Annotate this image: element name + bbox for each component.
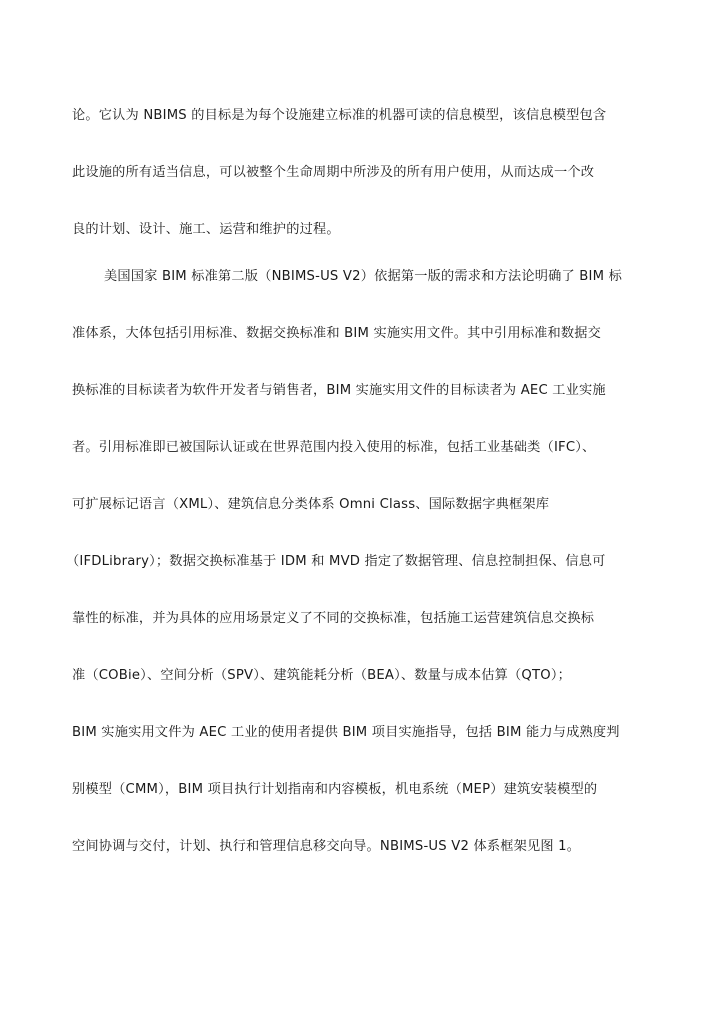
paragraph-line: 空间协调与交付，计划、执行和管理信息移交向导。NBIMS-US V2 体系框架见图 1。: [72, 839, 581, 854]
paragraph-line: 准（COBie）、空间分析（SPV）、建筑能耗分析（BEA）、数量与成本估算（QTO）；: [72, 668, 571, 683]
paragraph-line: 者。引用标准即已被国际认证或在世界范围内投入使用的标准，包括工业基础类（IFC）、: [72, 440, 596, 455]
paragraph-line: 良的计划、设计、施工、运营和维护的过程。: [72, 222, 340, 237]
paragraph-line: 准体系，大体包括引用标准、数据交换标准和 BIM 实施实用文件。其中引用标准和数据交: [72, 326, 602, 341]
paragraph-line: 别模型（CMM），BIM 项目执行计划指南和内容模板，机电系统（MEP）建筑安装模型的: [72, 782, 598, 797]
paragraph-line: 此设施的所有适当信息，可以被整个生命周期中所涉及的所有用户使用，从而达成一个改: [72, 165, 595, 180]
paragraph-line: 靠性的标准，并为具体的应用场景定义了不同的交换标准，包括施工运营建筑信息交换标: [72, 611, 595, 626]
paragraph-line: （IFDLibrary）；数据交换标准基于 IDM 和 MVD 指定了数据管理、信息控制担保、信息可: [66, 554, 606, 569]
paragraph-line: 换标准的目标读者为软件开发者与销售者，BIM 实施实用文件的目标读者为 AEC 工业实施: [72, 383, 606, 398]
paragraph-line: 美国国家 BIM 标准第二版（NBIMS-US V2）依据第一版的需求和方法论明确了 BIM 标: [104, 269, 622, 284]
paragraph-line: 可扩展标记语言（XML）、建筑信息分类体系 Omni Class、国际数据字典框架库: [72, 497, 550, 512]
paragraph-line: 论。它认为 NBIMS 的目标是为每个设施建立标准的机器可读的信息模型，该信息模型包含: [72, 108, 607, 123]
paragraph-line: BIM 实施实用文件为 AEC 工业的使用者提供 BIM 项目实施指导，包括 BIM 能力与成熟度判: [72, 725, 620, 740]
